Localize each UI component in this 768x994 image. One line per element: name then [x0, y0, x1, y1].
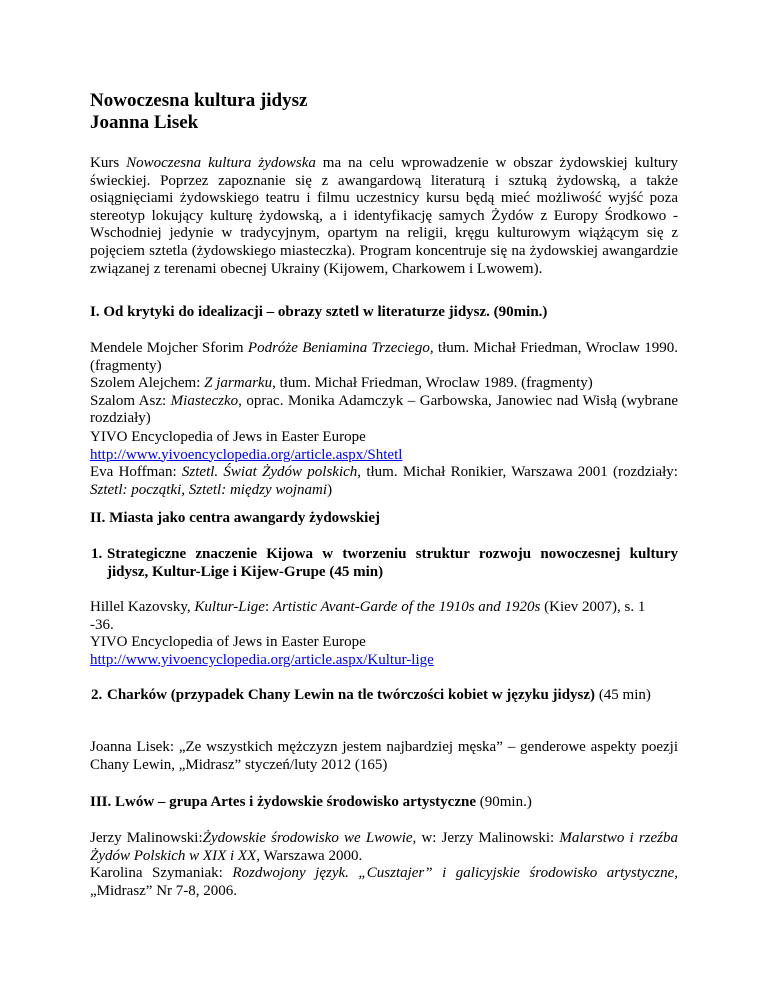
document-title-block [90, 90, 678, 134]
reference-kazovsky [90, 599, 678, 617]
intro-text-start: Kurs [90, 155, 127, 171]
reference-title: Kultur-Lige [194, 599, 265, 615]
intro-text-rest: ma na celu wprowadzenie w obszar żydowskiej kultury świeckiej. Poprzez zapoznanie się z awangardową literaturą i sztuką żydowską, a także osiągnięciami żydowskiego teatru i filmu uczestnicy kursu będą mieć możliwość wyjść poza stereotyp lokujący kulturę żydowską, a i identyfikację samych Żydów z Europy Środkowo - Wschodniej jedynie w tradycyjnym, opartym na religii, kręgu kulturowym wiążącym się z pojęciem sztetla (żydowskiego miasteczka). Program koncentruje się na żydowskiej awangardzie związanej z terenami obecnej Ukrainy (Kijowem, Charkowem i Lwowem). [90, 155, 679, 277]
reference-details: , tłum. Michał Friedman, Wroclaw 1989. (fragmenty) [272, 375, 593, 392]
reference-malinowski [90, 830, 678, 865]
reference-lisek: Joanna Lisek: „Ze wszystkich mężczyzn jestem najbardziej męska” – genderowe aspekty poezji Chany Lewin, „Midrasz” styczeń/luty 2012 (165) [90, 739, 678, 773]
reference-details-end: ) [327, 481, 333, 498]
list-number: 2. [91, 687, 103, 703]
section-3-heading-title: III. Lwów – grupa Artes i żydowskie środowisko artystyczne [90, 794, 476, 810]
section-3-heading-duration: (90min.) [475, 794, 532, 810]
reference-details: „Midrasz” Nr 7-8, 2006. [90, 882, 238, 899]
section-1-references [90, 340, 678, 428]
reference-author: Eva Hoffman: [90, 464, 182, 481]
reference-title: Żydowskie środowisko we Lwowie, [202, 830, 417, 846]
document-title: Nowoczesna kultura jidysz [90, 90, 308, 111]
intro-course-name: Nowoczesna kultura żydowska [126, 155, 316, 171]
reference-title: Podróże Beniamina Trzeciego, [247, 340, 434, 356]
reference-book-title: Malarstwo i rzeźba Żydów Polskich w XIX i XX, [90, 830, 679, 864]
reference-details: Warszawa 2000. [259, 847, 363, 864]
section-2-kiev-references [90, 599, 678, 669]
reference-author: Mendele Mojcher Sforim [90, 340, 248, 356]
reference-mendele [90, 340, 678, 375]
yivo-encyclopedia-label: YIVO Encyclopedia of Jews in Easter Europe [90, 634, 366, 651]
reference-szymaniak [90, 865, 678, 900]
reference-author: Szalom Asz: [90, 392, 171, 409]
yivo-kultur-lige-link[interactable]: http://www.yivoencyclopedia.org/article.aspx/Kultur-lige [90, 651, 434, 668]
reference-title: Sztetl. Świat Żydów polskich, [181, 464, 362, 481]
reference-chapters: Sztetl: początki, Sztetl: między wojnami [90, 481, 328, 498]
reference-details: tłum. Michał Ronikier, Warszawa 2001 (rozdziały: [361, 464, 678, 481]
reference-author: Hillel Kazovsky, [90, 599, 195, 615]
reference-subtitle: Artistic Avant-Garde of the 1910s and 1920s [272, 599, 541, 615]
list-item-text [107, 687, 678, 705]
section-2-heading: II. Miasta jako centra awangardy żydowskiej [90, 510, 380, 526]
reference-title: Rozdwojony język. „Cusztajer” i galicyjskie środowisko artystyczne, [232, 865, 678, 882]
yivo-shtetl-link[interactable]: http://www.yivoencyclopedia.org/article.aspx/Shtetl [90, 446, 403, 463]
reference-hoffman [90, 464, 678, 499]
section-2-item-2 [91, 687, 678, 705]
reference-details: tłum. Michał Friedman, Wroclaw 1990.(fragmenty) [90, 340, 678, 374]
reference-details: (Kiev 2007), s. 1 [540, 599, 646, 615]
list-item-duration: (45 min) [595, 687, 651, 703]
reference-author: Karolina Szymaniak: [90, 865, 233, 882]
section-1-online-sources [90, 429, 678, 499]
reference-separator: : [264, 599, 273, 615]
reference-details: , oprac. Monika Adamczyk – Garbowska, Janowiec nad Wisłą (wybrane rozdziały) [90, 392, 678, 427]
reference-title: Z jarmarku [204, 375, 273, 392]
reference-author: Jerzy Malinowski: [90, 830, 203, 846]
section-3-references [90, 830, 678, 900]
list-item-title: Charków (przypadek Chany Lewin na tle twórczości kobiet w języku jidysz) [107, 687, 596, 703]
list-number: 1. [91, 546, 103, 562]
intro-paragraph [90, 155, 678, 278]
list-item-text: Strategiczne znaczenie Kijowa w tworzeniu struktur rozwoju nowoczesnej kultury jidysz, Kultur-Lige i Kijew-Grupe (45 min) [107, 546, 678, 580]
yivo-encyclopedia-label: YIVO Encyclopedia of Jews in Easter Europe [90, 429, 366, 445]
document-author: Joanna Lisek [90, 112, 199, 133]
reference-alejchem [90, 375, 678, 393]
reference-kazovsky-pages: -36. [90, 616, 114, 633]
section-3-heading [90, 794, 678, 812]
section-2-item-1 [91, 546, 678, 581]
reference-author: Szolem Alejchem: [90, 375, 205, 392]
reference-in: w: Jerzy Malinowski: [416, 830, 560, 846]
reference-asz [90, 393, 678, 428]
reference-title: Miasteczko [170, 392, 239, 409]
section-1-heading: I. Od krytyki do idealizacji – obrazy sztetl w literaturze jidysz. (90min.) [90, 304, 548, 320]
